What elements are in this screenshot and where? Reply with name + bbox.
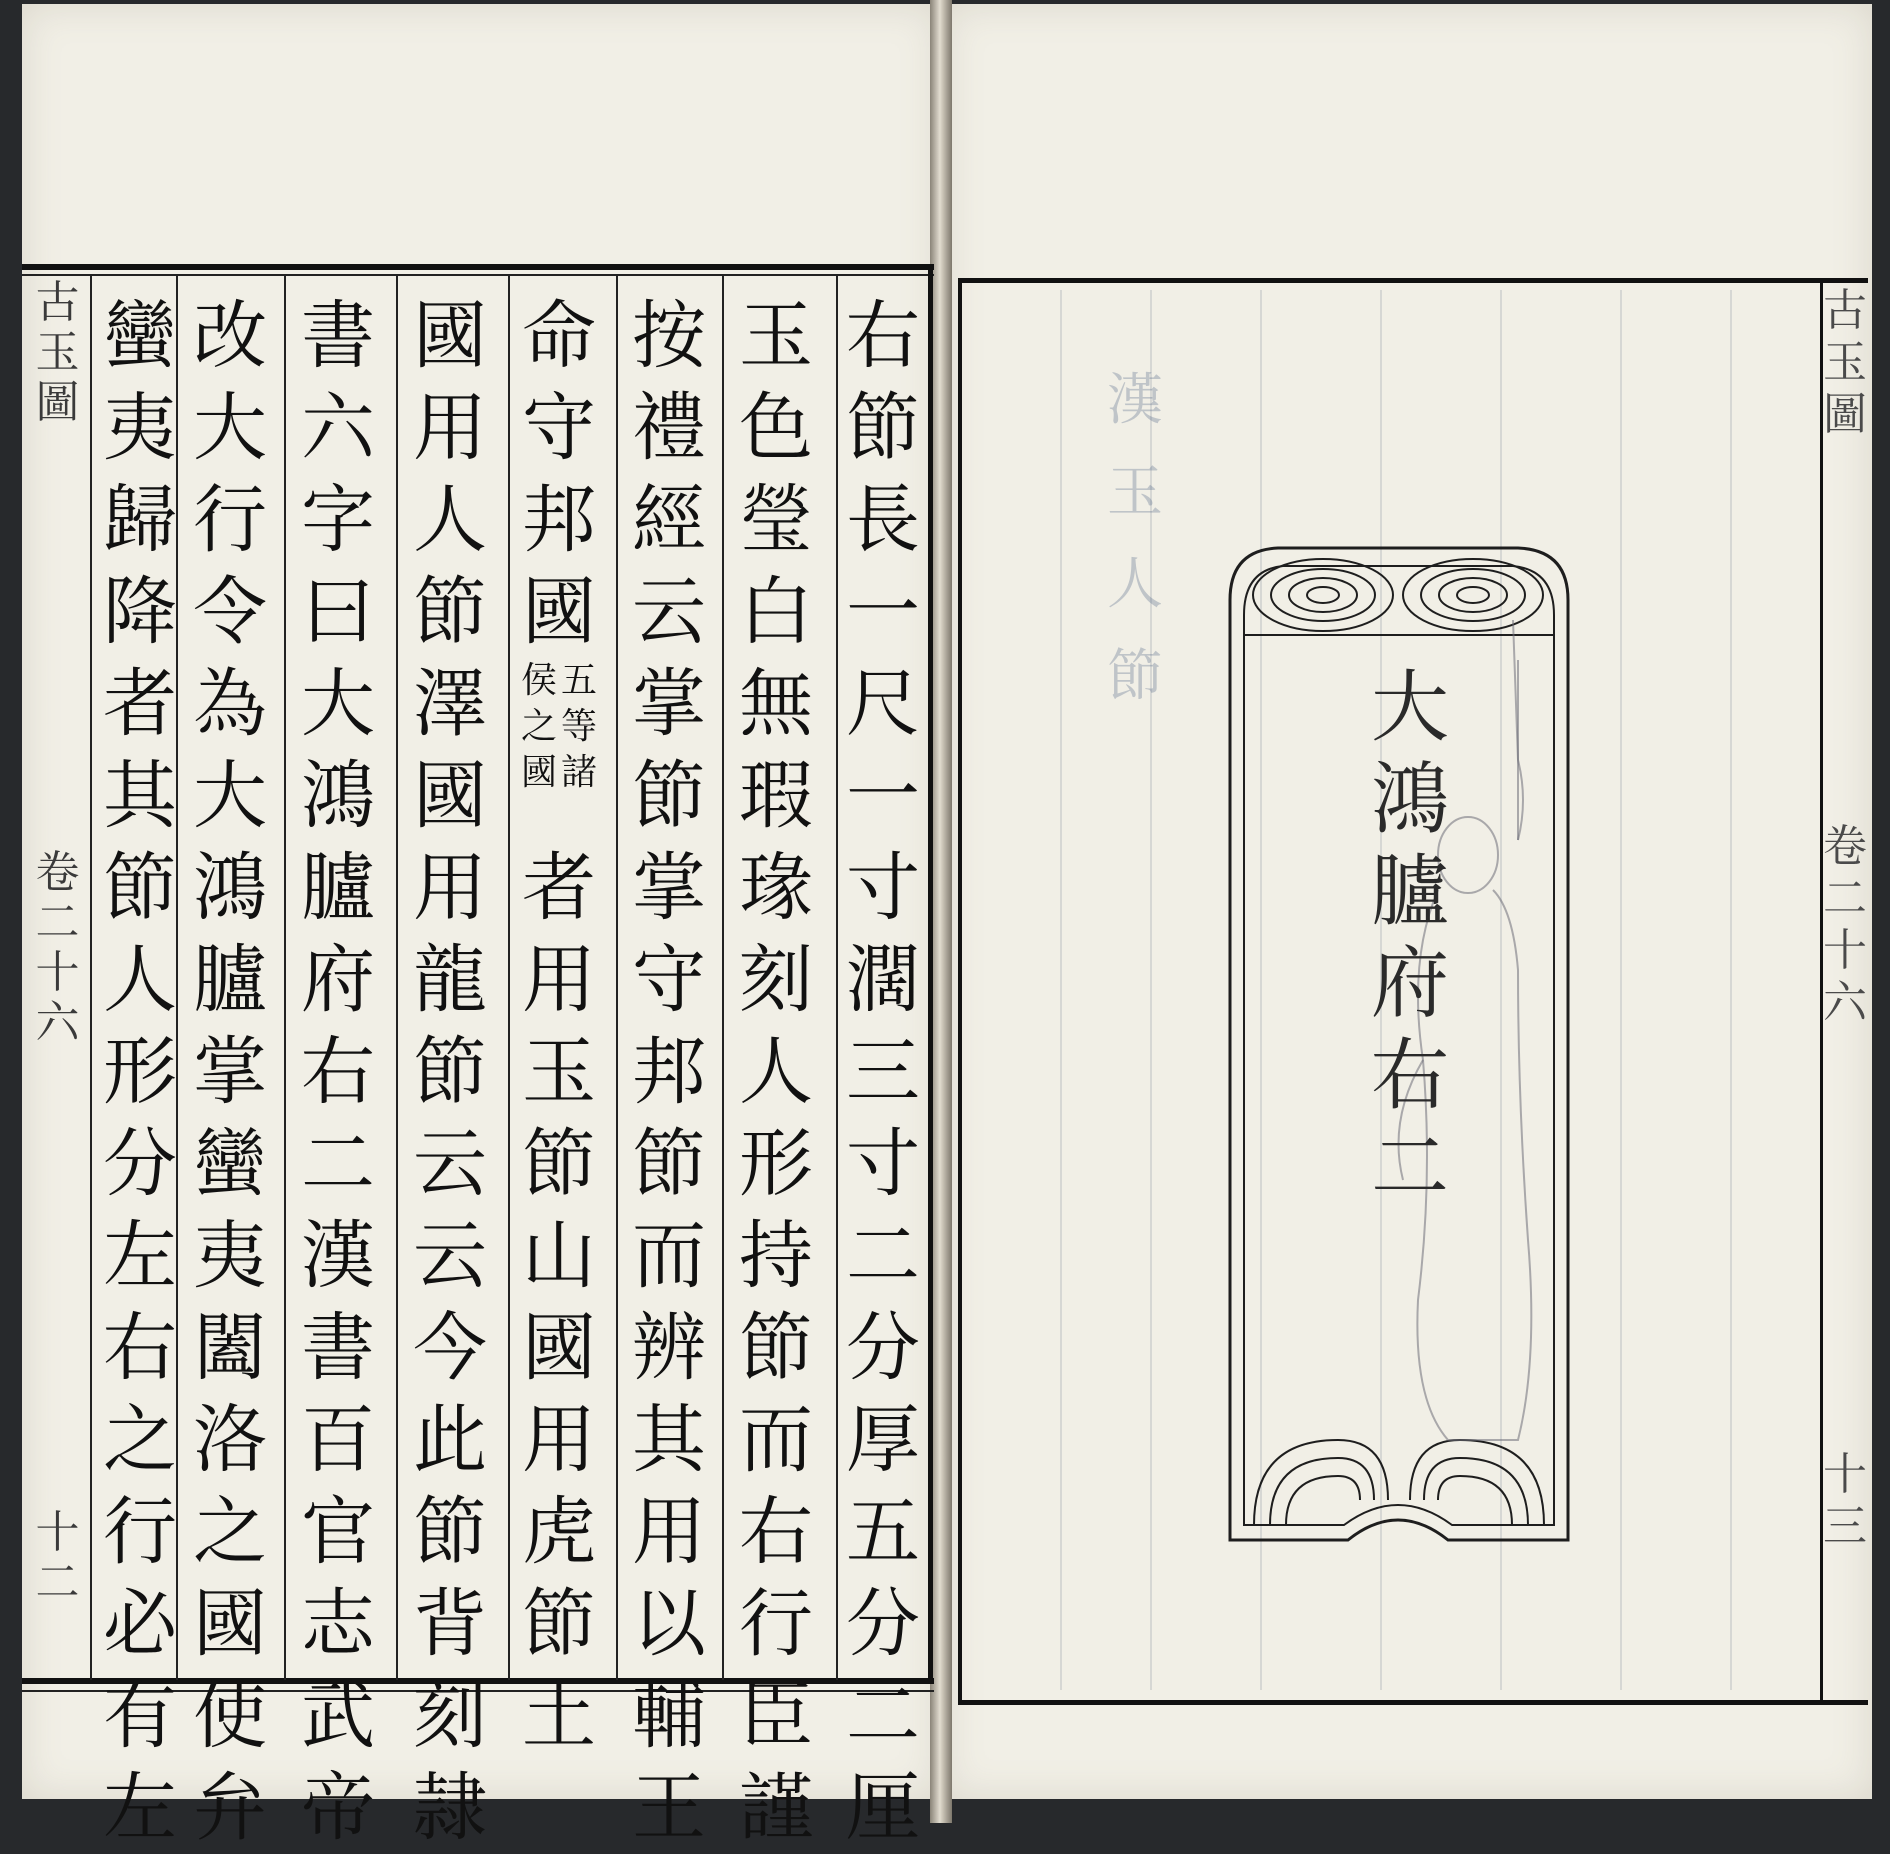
annotation-note [521, 658, 597, 842]
text-column-7 [180, 290, 280, 1854]
glyph: 等 [561, 706, 598, 747]
glyph: 鴻 [1370, 755, 1449, 845]
right-top-border-rule [958, 278, 1868, 283]
glyph: 弁 [193, 1765, 267, 1851]
text-column-6 [288, 290, 388, 1854]
glyph: 圖 [35, 377, 80, 428]
glyph: 無 [739, 661, 813, 747]
ghost-title [1095, 370, 1175, 738]
text-column-2 [726, 290, 826, 1854]
tally-inscription [1355, 660, 1465, 1212]
glyph: 蠻 [103, 293, 177, 379]
glyph: 人 [739, 1029, 813, 1115]
glyph: 蠻 [193, 1121, 267, 1207]
glyph: 玉 [1823, 337, 1867, 388]
glyph: 用 [413, 845, 487, 931]
glyph: 使 [193, 1673, 267, 1759]
glyph: 六 [1823, 977, 1867, 1028]
glyph: 此 [413, 1397, 487, 1483]
glyph: 邦 [632, 1029, 706, 1115]
glyph: 五 [846, 1489, 920, 1575]
glyph: 卷 [1823, 821, 1867, 872]
glyph: 右 [846, 293, 920, 379]
glyph: 守 [632, 937, 706, 1023]
column-divider [396, 276, 398, 1680]
glyph: 漢 [1107, 368, 1163, 433]
text-column-8 [90, 290, 190, 1854]
text-column-1 [833, 290, 933, 1854]
glyph: 節 [632, 1121, 706, 1207]
glyph: 瑩 [739, 477, 813, 563]
glyph: 節 [632, 753, 706, 839]
glyph: 帝 [301, 1765, 375, 1851]
glyph: 節 [413, 569, 487, 655]
glyph: 節 [413, 1489, 487, 1575]
glyph: 十 [35, 1507, 80, 1558]
cloud-ornament-bottom [1254, 1440, 1544, 1525]
margin-title [36, 278, 80, 428]
glyph: 二 [35, 897, 80, 948]
glyph: 分 [103, 1121, 177, 1207]
glyph: 節 [846, 385, 920, 471]
spiral-ornament-right [1403, 559, 1543, 631]
glyph: 虎 [522, 1489, 596, 1575]
glyph: 分 [846, 1305, 920, 1391]
glyph: 二 [1370, 1123, 1449, 1213]
glyph: 辨 [632, 1305, 706, 1391]
glyph: 山 [522, 1213, 596, 1299]
glyph: 臚 [193, 937, 267, 1023]
glyph: 今 [413, 1305, 487, 1391]
glyph: 節 [103, 845, 177, 931]
glyph: 五 [561, 660, 598, 701]
glyph: 厚 [846, 1397, 920, 1483]
glyph: 玉 [522, 1029, 596, 1115]
glyph: 持 [739, 1213, 813, 1299]
glyph: 玉 [739, 293, 813, 379]
glyph: 夷 [103, 385, 177, 471]
glyph: 經 [632, 477, 706, 563]
glyph: 形 [103, 1029, 177, 1115]
glyph: 白 [739, 569, 813, 655]
glyph: 令 [193, 569, 267, 655]
glyph: 圖 [1823, 389, 1867, 440]
glyph: 二 [846, 1673, 920, 1759]
glyph: 書 [301, 293, 375, 379]
glyph: 刻 [739, 937, 813, 1023]
glyph: 六 [301, 385, 375, 471]
glyph: 闔 [193, 1305, 267, 1391]
glyph: 節 [522, 1121, 596, 1207]
glyph: 二 [1823, 873, 1867, 924]
glyph: 王 [632, 1765, 706, 1851]
glyph: 降 [103, 569, 177, 655]
text-column-4 [509, 290, 609, 1762]
glyph: 人 [103, 937, 177, 1023]
glyph: 掌 [632, 845, 706, 931]
glyph: 臣 [739, 1673, 813, 1759]
glyph: 臚 [1370, 847, 1449, 937]
glyph: 土 [522, 1673, 596, 1759]
glyph: 形 [739, 1121, 813, 1207]
glyph: 用 [522, 1397, 596, 1483]
column-divider [284, 276, 286, 1680]
glyph: 節 [413, 1029, 487, 1115]
glyph: 厘 [846, 1765, 920, 1851]
show-through-line [1060, 290, 1062, 1690]
edge-title [1823, 285, 1867, 441]
glyph: 用 [522, 937, 596, 1023]
margin-volume [36, 848, 80, 1048]
glyph: 臚 [301, 845, 375, 931]
glyph: 隷 [413, 1765, 487, 1851]
glyph: 百 [301, 1397, 375, 1483]
glyph: 按 [632, 293, 706, 379]
glyph: 之 [103, 1397, 177, 1483]
glyph: 龍 [413, 937, 487, 1023]
glyph: 改 [193, 293, 267, 379]
left-margin-strip [30, 278, 85, 1718]
glyph: 二 [35, 1557, 80, 1608]
glyph: 節 [522, 1581, 596, 1667]
glyph: 一 [846, 753, 920, 839]
glyph: 國 [520, 752, 557, 793]
glyph: 大 [1370, 663, 1449, 753]
annotation-right [561, 658, 597, 842]
glyph: 字 [301, 477, 375, 563]
glyph: 右 [739, 1489, 813, 1575]
glyph: 卷 [35, 847, 80, 898]
text-column-4-head [522, 290, 596, 658]
glyph: 官 [301, 1489, 375, 1575]
glyph: 以 [632, 1581, 706, 1667]
glyph: 者 [103, 661, 177, 747]
glyph: 玉 [35, 327, 80, 378]
glyph: 澤 [413, 661, 487, 747]
glyph: 尺 [846, 661, 920, 747]
glyph: 之 [193, 1489, 267, 1575]
glyph: 節 [1107, 644, 1163, 709]
glyph: 長 [846, 477, 920, 563]
glyph: 瑕 [739, 753, 813, 839]
right-edge-strip [1825, 285, 1865, 1553]
glyph: 邦 [522, 477, 596, 563]
glyph: 二 [301, 1121, 375, 1207]
glyph: 必 [103, 1581, 177, 1667]
glyph: 歸 [103, 477, 177, 563]
show-through-line [1620, 290, 1622, 1690]
glyph: 府 [301, 937, 375, 1023]
glyph: 右 [1370, 1031, 1449, 1121]
glyph: 分 [846, 1581, 920, 1667]
glyph: 色 [739, 385, 813, 471]
glyph: 為 [193, 661, 267, 747]
glyph: 謹 [739, 1765, 813, 1851]
glyph: 其 [103, 753, 177, 839]
glyph: 三 [1823, 1501, 1867, 1552]
glyph: 掌 [193, 1029, 267, 1115]
glyph: 大 [193, 385, 267, 471]
glyph: 漢 [301, 1213, 375, 1299]
glyph: 十 [1823, 1449, 1867, 1500]
glyph: 侯 [520, 660, 557, 701]
glyph: 者 [522, 845, 596, 931]
glyph: 云 [413, 1213, 487, 1299]
glyph: 古 [1823, 285, 1867, 336]
glyph: 六 [35, 997, 80, 1048]
glyph: 掌 [632, 661, 706, 747]
glyph: 用 [413, 385, 487, 471]
column-divider [722, 276, 724, 1680]
glyph: 而 [739, 1397, 813, 1483]
glyph: 國 [413, 293, 487, 379]
glyph: 云 [632, 569, 706, 655]
glyph: 曰 [301, 569, 375, 655]
glyph: 諸 [561, 752, 598, 793]
annotation-left [521, 658, 557, 842]
glyph: 志 [301, 1581, 375, 1667]
right-left-border-rule [958, 278, 962, 1705]
column-divider [616, 276, 618, 1680]
text-column-4-tail [522, 842, 596, 1762]
right-bottom-border-rule [958, 1700, 1868, 1705]
glyph: 而 [632, 1213, 706, 1299]
glyph: 右 [301, 1029, 375, 1115]
glyph: 輔 [632, 1673, 706, 1759]
text-column-5 [400, 290, 500, 1854]
glyph: 寸 [846, 845, 920, 931]
glyph: 用 [632, 1489, 706, 1575]
glyph: 夷 [193, 1213, 267, 1299]
glyph: 右 [103, 1305, 177, 1391]
glyph: 瑑 [739, 845, 813, 931]
glyph: 云 [413, 1121, 487, 1207]
glyph: 鴻 [193, 845, 267, 931]
glyph: 守 [522, 385, 596, 471]
glyph: 之 [520, 706, 557, 747]
glyph: 國 [522, 569, 596, 655]
glyph: 其 [632, 1397, 706, 1483]
top-border-rule [22, 264, 934, 270]
glyph: 玉 [1107, 460, 1163, 525]
glyph: 十 [1823, 925, 1867, 976]
glyph: 命 [522, 293, 596, 379]
glyph: 濶 [846, 937, 920, 1023]
glyph: 行 [193, 477, 267, 563]
glyph: 節 [739, 1305, 813, 1391]
top-border-inner-rule [22, 274, 934, 276]
margin-page-number [36, 1508, 80, 1608]
glyph: 寸 [846, 1121, 920, 1207]
glyph: 大 [193, 753, 267, 839]
glyph: 府 [1370, 939, 1449, 1029]
glyph: 左 [103, 1765, 177, 1851]
glyph: 國 [522, 1305, 596, 1391]
edge-volume [1823, 821, 1867, 1029]
glyph: 背 [413, 1581, 487, 1667]
spiral-ornament-left [1253, 559, 1393, 631]
glyph: 三 [846, 1029, 920, 1115]
glyph: 十 [35, 947, 80, 998]
glyph: 國 [193, 1581, 267, 1667]
glyph: 國 [413, 753, 487, 839]
glyph: 左 [103, 1213, 177, 1299]
glyph: 古 [35, 277, 80, 328]
show-through-line [1730, 290, 1732, 1690]
glyph: 行 [739, 1581, 813, 1667]
edge-page-number [1823, 1449, 1867, 1553]
glyph: 書 [301, 1305, 375, 1391]
glyph: 人 [1107, 552, 1163, 617]
glyph: 行 [103, 1489, 177, 1575]
glyph: 有 [103, 1673, 177, 1759]
glyph: 鴻 [301, 753, 375, 839]
glyph: 一 [846, 569, 920, 655]
glyph: 禮 [632, 385, 706, 471]
text-column-3 [619, 290, 719, 1854]
glyph: 大 [301, 661, 375, 747]
glyph: 洛 [193, 1397, 267, 1483]
glyph: 武 [301, 1673, 375, 1759]
glyph: 二 [846, 1213, 920, 1299]
glyph: 人 [413, 477, 487, 563]
glyph: 刻 [413, 1673, 487, 1759]
